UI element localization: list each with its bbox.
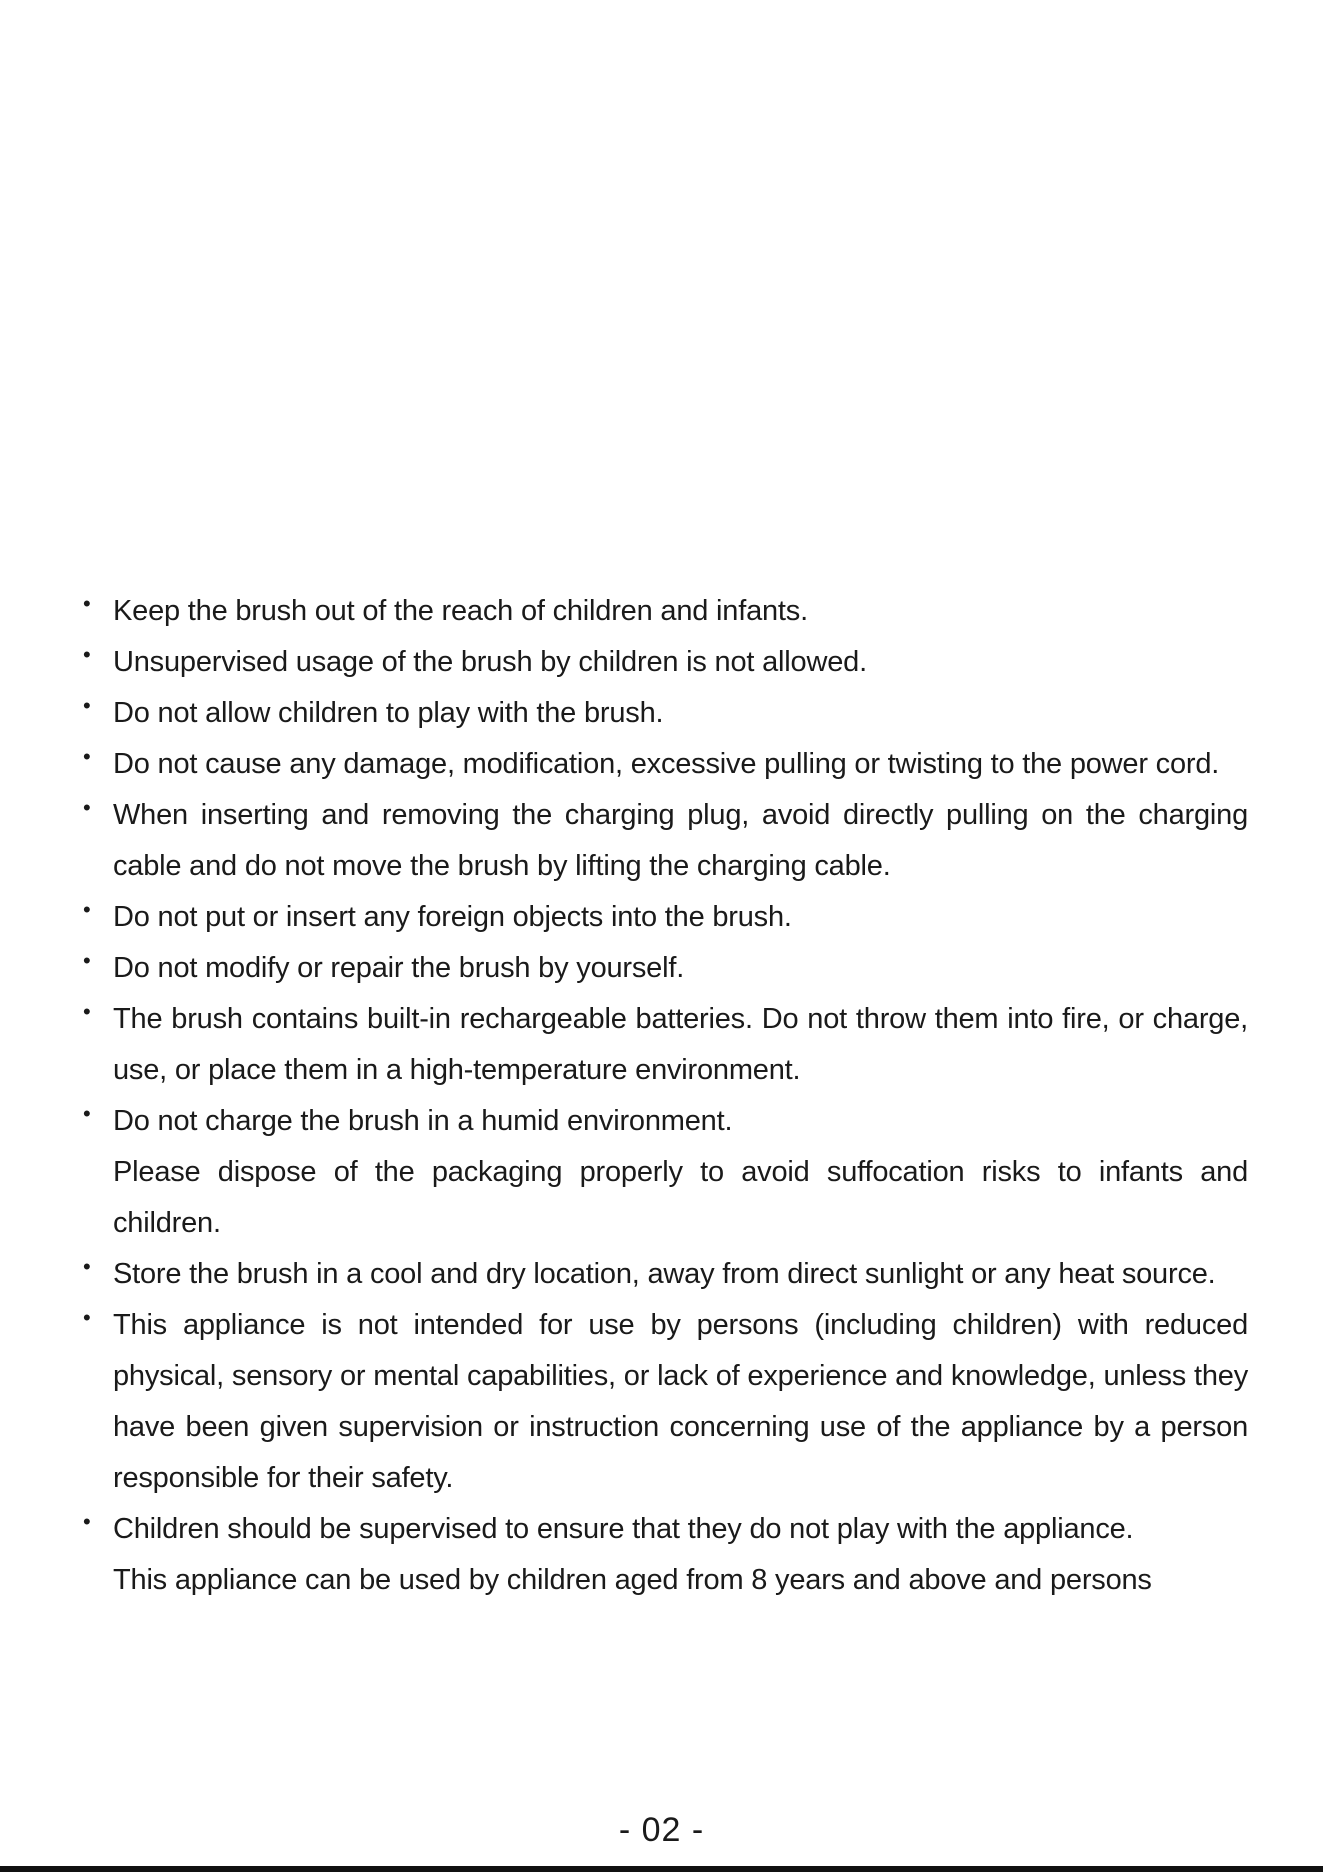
page-number: - 02 - [618,1811,705,1849]
bullet-icon: • [83,1509,91,1534]
list-item [83,790,1248,892]
bullet-icon: • [83,795,91,820]
list-item-text: Do not cause any damage, modification, excessive pulling or twisting to the power cord. [113,748,1220,780]
list-item-text: Do not modify or repair the brush by yourself. [113,952,685,984]
bullet-icon: • [83,897,91,922]
bullet-icon: • [83,1101,91,1126]
list-item-text: Keep the brush out of the reach of children and infants. [113,595,808,627]
safety-instructions-list [83,586,1248,1606]
list-item [83,994,1248,1096]
list-item [83,739,1248,790]
list-item-text: Children should be supervised to ensure that they do not play with the appliance. [113,1513,1134,1545]
list-item-text: Unsupervised usage of the brush by children is not allowed. [113,646,867,678]
bullet-icon: • [83,999,91,1024]
list-item-text: This appliance is not intended for use by persons (including children) with reduced physical, sensory or mental capabilities, or lack of experience and knowledge, unless they have been given supervision or instruction concerning use of the appliance by a person responsible for their safety. [113,1309,1248,1494]
list-item-text: When inserting and removing the charging plug, avoid directly pulling on the charging cable and do not move the brush by lifting the charging cable. [113,799,1248,882]
list-item [83,1300,1248,1504]
list-item-text: This appliance can be used by children aged from 8 years and above and persons [113,1564,1152,1596]
list-item [83,637,1248,688]
bullet-icon: • [83,1254,91,1279]
bullet-icon: • [83,693,91,718]
bottom-edge-rule [0,1866,1323,1872]
list-item [83,688,1248,739]
list-item [83,892,1248,943]
bullet-icon: • [83,948,91,973]
list-item [83,1249,1248,1300]
list-item [83,943,1248,994]
list-item-continuation [83,1147,1248,1249]
list-item-text: Do not put or insert any foreign objects into the brush. [113,901,792,933]
list-item [83,1096,1248,1147]
list-item [83,586,1248,637]
list-item-text: Do not charge the brush in a humid environment. [113,1105,733,1137]
list-item-text: Please dispose of the packaging properly to avoid suffocation risks to infants and children. [113,1156,1248,1239]
list-item-text: Do not allow children to play with the brush. [113,697,664,729]
bullet-icon: • [83,642,91,667]
list-item-continuation [83,1555,1248,1606]
list-item [83,1504,1248,1555]
list-item-text: The brush contains built-in rechargeable batteries. Do not throw them into fire, or charge, use, or place them in a high-temperature environment. [113,1003,1248,1086]
bullet-icon: • [83,591,91,616]
bullet-icon: • [83,1305,91,1330]
bullet-icon: • [83,744,91,769]
list-item-text: Store the brush in a cool and dry location, away from direct sunlight or any heat source. [113,1258,1216,1290]
